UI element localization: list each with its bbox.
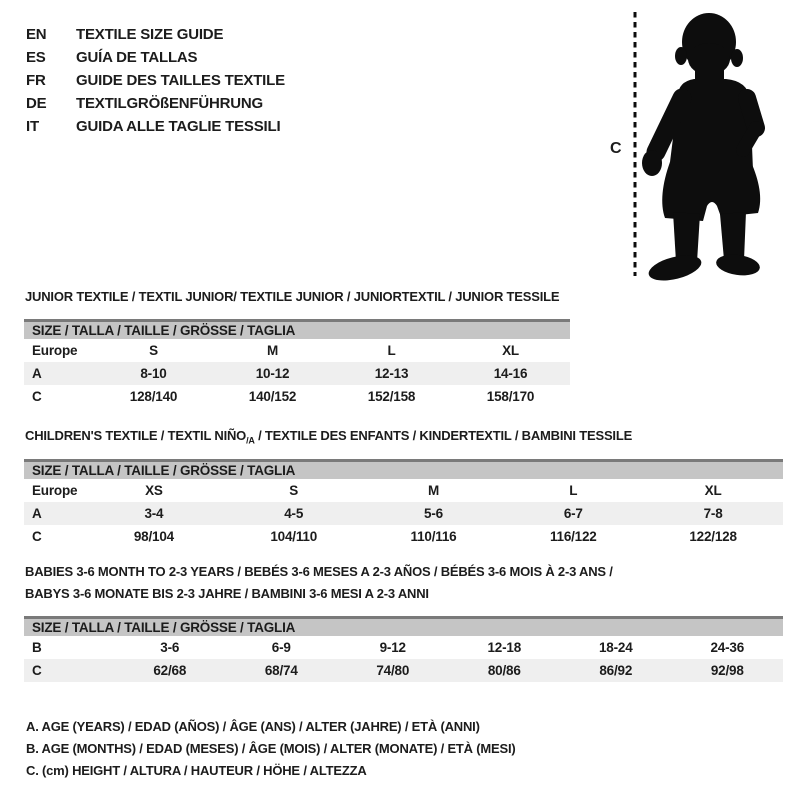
cell: 10-12 — [255, 366, 290, 381]
table-row — [24, 636, 783, 659]
language-code: DE — [26, 95, 47, 112]
cell: 104/110 — [270, 529, 318, 544]
children-section-title — [25, 428, 632, 446]
cell: 24-36 — [710, 640, 745, 655]
cell: M — [427, 483, 440, 498]
language-title: GUIDA ALLE TAGLIE TESSILI — [76, 118, 281, 135]
toddler-silhouette-icon — [600, 2, 800, 288]
babies-size-table — [24, 616, 783, 682]
height-measure-label: C — [610, 140, 622, 157]
cell: 80/86 — [487, 663, 521, 678]
cell: 74/80 — [376, 663, 410, 678]
cell: 152/158 — [367, 389, 416, 404]
cell: 86/92 — [599, 663, 633, 678]
language-code: EN — [26, 26, 47, 43]
cell: 12-13 — [374, 366, 409, 381]
babies-section-title-line2: BABYS 3-6 MONATE BIS 2-3 JAHRE / BAMBINI 3-6 MESI A 2-3 ANNI — [25, 586, 429, 601]
legend-line-a: A. AGE (YEARS) / EDAD (AÑOS) / ÂGE (ANS) / ALTER (JAHRE) / ETÀ (ANNI) — [26, 718, 480, 734]
row-label: C — [32, 529, 42, 544]
measurement-legend — [26, 715, 516, 781]
table-row — [24, 362, 570, 385]
toddler-height-figure — [600, 2, 800, 288]
cell: 14-16 — [493, 366, 528, 381]
cell: 110/116 — [410, 529, 457, 544]
cell: XS — [145, 483, 163, 498]
table-row — [24, 525, 783, 548]
children-title-sub: /A — [246, 435, 255, 446]
language-row-it — [26, 115, 285, 138]
row-label: A — [32, 506, 42, 521]
row-label: Europe — [32, 483, 78, 498]
table-row — [24, 502, 783, 525]
children-title-post: / TEXTILE DES ENFANTS / KINDERTEXTIL / BAMBINI TESSILE — [254, 428, 633, 443]
language-title: TEXTILGRÖßENFÜHRUNG — [76, 95, 264, 112]
cell: 8-10 — [140, 366, 167, 381]
cell: S — [289, 483, 299, 498]
language-row-es — [26, 46, 285, 69]
junior-size-table — [24, 319, 570, 408]
children-size-table — [24, 459, 783, 548]
row-label: Europe — [32, 343, 78, 358]
language-list — [26, 23, 285, 138]
legend-line-c: C. (cm) HEIGHT / ALTURA / HAUTEUR / HÖHE / ALTEZZA — [26, 762, 367, 778]
cell: 7-8 — [703, 506, 723, 521]
row-label: A — [32, 366, 42, 381]
row-label: B — [32, 640, 42, 655]
cell: 68/74 — [264, 663, 298, 678]
table-row — [24, 479, 783, 502]
toddler-body — [642, 13, 761, 285]
language-code: ES — [26, 49, 46, 66]
language-row-en — [26, 23, 285, 46]
cell: 18-24 — [598, 640, 633, 655]
cell: 98/104 — [133, 529, 174, 544]
cell: 9-12 — [379, 640, 406, 655]
cell: 12-18 — [487, 640, 522, 655]
cell: XL — [704, 483, 722, 498]
table-row — [24, 659, 783, 682]
cell: M — [266, 343, 279, 358]
cell: 3-6 — [160, 640, 180, 655]
legend-line-b: B. AGE (MONTHS) / EDAD (MESES) / ÂGE (MOIS) / ALTER (MONATE) / ETÀ (MESI) — [26, 740, 516, 756]
cell: 140/152 — [248, 389, 297, 404]
table-row — [24, 339, 570, 362]
cell: 3-4 — [144, 506, 164, 521]
language-title: GUIDE DES TAILLES TEXTILE — [76, 72, 285, 89]
cell: L — [569, 483, 578, 498]
table-row — [24, 385, 570, 408]
cell: 62/68 — [153, 663, 187, 678]
language-row-de — [26, 92, 285, 115]
cell: L — [387, 343, 396, 358]
cell: 6-7 — [563, 506, 583, 521]
cell: 116/122 — [549, 529, 597, 544]
cell: 5-6 — [424, 506, 443, 521]
language-code: IT — [26, 118, 39, 135]
language-code: FR — [26, 72, 46, 89]
row-label: C — [32, 663, 42, 678]
language-title: GUÍA DE TALLAS — [76, 49, 198, 66]
row-label: C — [32, 389, 42, 404]
cell: 4-5 — [284, 506, 304, 521]
cell: 92/98 — [710, 663, 744, 678]
cell: XL — [502, 343, 519, 358]
junior-section-title: JUNIOR TEXTILE / TEXTIL JUNIOR/ TEXTILE JUNIOR / JUNIORTEXTIL / JUNIOR TESSILE — [25, 289, 560, 304]
cell: 158/170 — [486, 389, 535, 404]
language-title: TEXTILE SIZE GUIDE — [76, 26, 224, 43]
size-header-band: SIZE / TALLA / TAILLE / GRÖSSE / TAGLIA — [24, 616, 783, 636]
language-row-fr — [26, 69, 285, 92]
babies-section-title-line1: BABIES 3-6 MONTH TO 2-3 YEARS / BEBÉS 3-6 MESES A 2-3 AÑOS / BÉBÉS 3-6 MOIS À 2-3 ANS / — [25, 564, 613, 579]
size-header-band: SIZE / TALLA / TAILLE / GRÖSSE / TAGLIA — [24, 319, 570, 339]
cell: 6-9 — [271, 640, 291, 655]
children-title-pre: CHILDREN'S TEXTILE / TEXTIL NIÑO — [25, 428, 247, 443]
size-header-band: SIZE / TALLA / TAILLE / GRÖSSE / TAGLIA — [24, 459, 783, 479]
cell: 128/140 — [129, 389, 178, 404]
cell: 122/128 — [689, 529, 737, 544]
cell: S — [149, 343, 158, 358]
